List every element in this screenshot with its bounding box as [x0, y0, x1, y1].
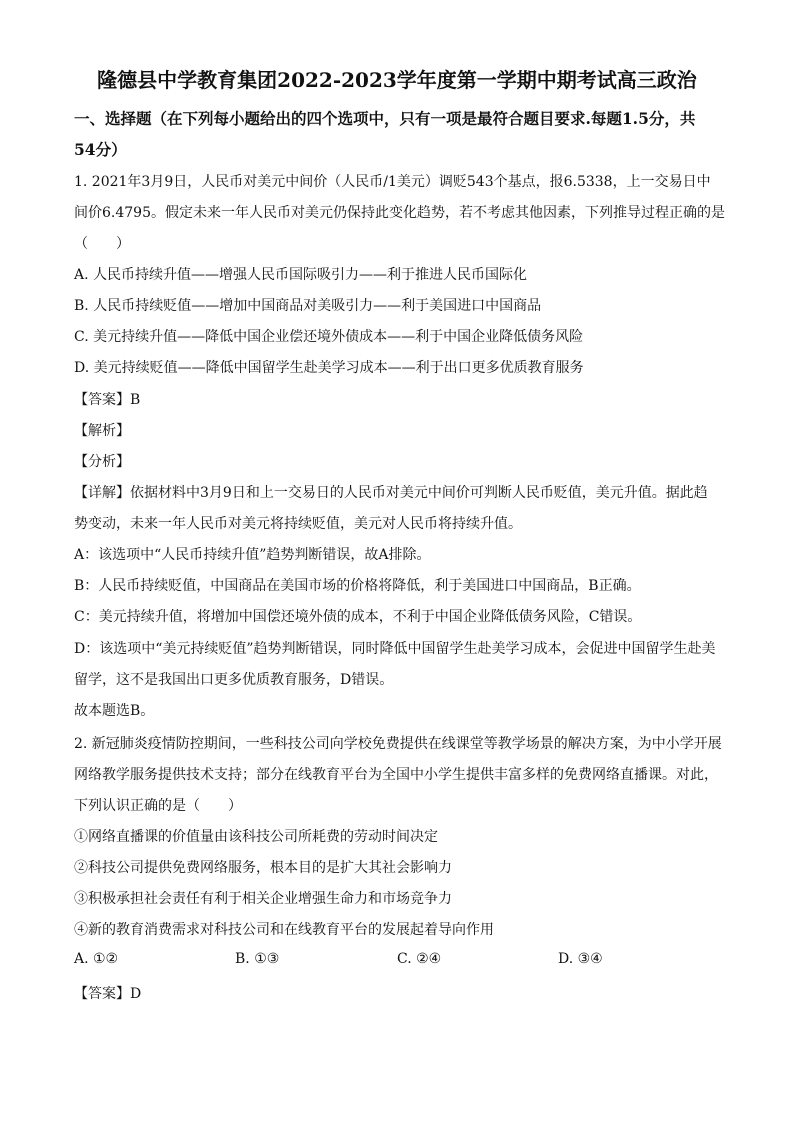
- q1-stem-cont: 间价6.4795。假定未来一年人民币对美元仍保持此变化趋势，若不考虑其他因素，下列推导过程正确的是: [74, 205, 725, 221]
- q1-explain-d-cont: 留学，这不是我国出口更多优质教育服务，D错误。: [74, 672, 394, 688]
- q1-option-a: A. 人民币持续升值——增强人民币国际吸引力——利于推进人民币国际化: [74, 267, 528, 283]
- q2-answer: 【答案】D: [74, 986, 142, 1002]
- q2-item-1: ①网络直播课的价值量由该科技公司所耗费的劳动时间决定: [74, 829, 438, 845]
- q1-option-c: C. 美元持续升值——降低中国企业偿还境外债成本——利于中国企业降低债务风险: [74, 329, 584, 345]
- q2-item-4: ④新的教育消费需求对科技公司和在线教育平台的发展起着导向作用: [74, 922, 494, 938]
- q1-analysis-label: 【解析】: [74, 423, 130, 439]
- q2-item-2: ②科技公司提供免费网络服务，根本目的是扩大其社会影响力: [74, 860, 452, 876]
- q1-stem: 1. 2021年3月9日，人民币对美元中间价（人民币/1美元）调贬543个基点，报6.5338，上一交易日中: [74, 174, 711, 190]
- q1-option-d: D. 美元持续贬值——降低中国留学生赴美学习成本——利于出口更多优质教育服务: [74, 360, 584, 376]
- q2-stem: 2. 新冠肺炎疫情防控期间，一些科技公司向学校免费提供在线课堂等教学场景的解决方案，为中小学开展: [74, 736, 722, 752]
- q1-option-b: B. 人民币持续贬值——增加中国商品对美吸引力——利于美国进口中国商品: [74, 298, 542, 314]
- q2-stem-end: 下列认识正确的是（ ）: [74, 798, 242, 814]
- q1-fenxi-label: 【分析】: [74, 454, 130, 470]
- q1-explain-b: B：人民币持续贬值，中国商品在美国市场的价格将降低，利于美国进口中国商品，B正确。: [74, 578, 641, 594]
- q1-conclusion: 故本题选B。: [74, 703, 155, 719]
- q1-answer: 【答案】B: [74, 392, 141, 408]
- section-heading-cont: 54分）: [74, 140, 127, 159]
- q2-item-3: ③积极承担社会责任有利于相关企业增强生命力和市场竞争力: [74, 891, 452, 907]
- section-heading: 一、选择题（在下列每小题给出的四个选项中，只有一项是最符合题目要求.每题1.5分，共: [74, 109, 696, 128]
- q2-option-a: A. ①②: [74, 951, 119, 967]
- q2-option-d: D. ③④: [558, 951, 603, 967]
- q1-explain-a: A：该选项中“人民币持续升值”趋势判断错误，故A排除。: [74, 547, 431, 563]
- q2-option-c: C. ②④: [397, 951, 442, 967]
- page-title: 隆德县中学教育集团2022-2023学年度第一学期中期考试高三政治: [97, 68, 697, 92]
- q2-stem-cont: 网络教学服务提供技术支持；部分在线教育平台为全国中小学生提供丰富多样的免费网络直播课。对此，: [74, 767, 718, 783]
- q2-option-b: B. ①③: [235, 951, 280, 967]
- q1-explain-d: D：该选项中“美元持续贬值”趋势判断错误，同时降低中国留学生赴美学习成本，会促进中国留学生赴美: [74, 641, 716, 657]
- q1-detail-cont: 势变动，未来一年人民币对美元将持续贬值，美元对人民币将持续升值。: [74, 516, 522, 532]
- q1-detail: 【详解】依据材料中3月9日和上一交易日的人民币对美元中间价可判断人民币贬值，美元升值。据此趋: [74, 485, 708, 501]
- q1-stem-bracket: （ ）: [74, 236, 130, 252]
- q1-explain-c: C：美元持续升值，将增加中国偿还境外债的成本，不利于中国企业降低债务风险，C错误。: [74, 609, 642, 625]
